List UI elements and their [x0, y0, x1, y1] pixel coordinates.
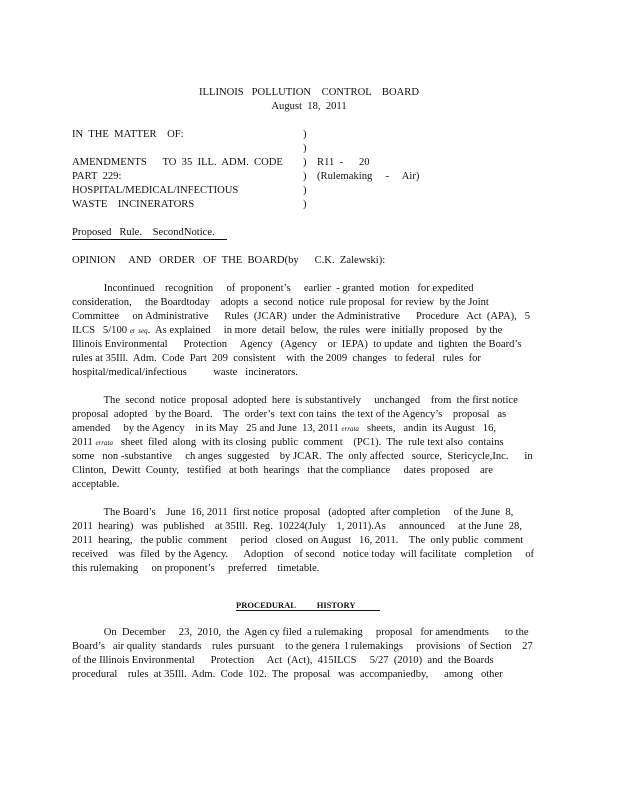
para2-line: some non -substantive ch anges suggested by JCAR. The only affected source, Stericycle,Inc. in [72, 451, 533, 462]
para1-line: rules at 35Ill. Adm. Code Part 209 consistent with the 2009 changes to federal rules for [72, 353, 481, 364]
para3-line: 2011 hearing) was published at 35Ill. Reg. 10224(July 1, 2011).As announced at the June 28, [72, 521, 522, 532]
caption-line-2: PART 229: [72, 171, 122, 182]
para2-line: The second notice proposal adopted here is substantively unchanged from the first notice [72, 395, 518, 406]
caption-paren: ) [303, 199, 307, 210]
document-date: August 18, 2011 [271, 101, 347, 112]
para2-line: Clinton, Dewitt County, testified at both hearings that the compliance dates proposed are [72, 465, 493, 476]
caption-paren: ) [303, 129, 307, 140]
para2-line: acceptable. [72, 479, 120, 490]
para2-line: proposal adopted by the Board. The order’s text con tains the text of the Agency’s proposal as [72, 409, 507, 420]
para4-line: Board’s air quality standards rules pursuant to the genera l rulemakings provisions of Section 27 [72, 641, 533, 652]
para1-line: ILCS 5/100 et seq. As explained in more detail below, the rules were initially proposed by the [72, 325, 503, 336]
caption-matter: IN THE MATTER OF: [72, 129, 184, 140]
et-seq: et seq [129, 327, 148, 335]
para4-line: procedural rules at 35Ill. Adm. Code 102. The proposal was accompaniedby, among other [72, 669, 503, 680]
para1-line: Illinois Environmental Protection Agency (Agency or IEPA) to update and tighten the Board’s [72, 339, 522, 350]
caption-paren: ) [303, 185, 307, 196]
proposed-rule-label: Proposed Rule. SecondNotice. [72, 227, 215, 238]
opinion-heading: OPINION AND ORDER OF THE BOARD(by C.K. Zalewski): [72, 255, 386, 266]
para1-line: Committee on Administrative Rules (JCAR) under the Administrative Procedure Act (APA), 5 [72, 311, 531, 322]
proposed-underline [72, 239, 227, 240]
rulemaking-type: (Rulemaking - Air) [317, 171, 420, 182]
para2-line: amended by the Agency in its May 25 and June 13, 2011 errata sheets, andin its August 16, [72, 423, 497, 434]
errata-1: errata [341, 425, 359, 433]
para1-line: consideration, the Boardtoday adopts a second notice rule proposal for review by the Joint [72, 297, 489, 308]
errata-2: errata [95, 439, 113, 447]
para1-line: Incontinued recognition of proponent’s earlier - granted motion for expedited [72, 283, 474, 294]
para2-line: 2011 errata sheet filed along with its closing public comment (PC1). The rule text also contains [72, 437, 504, 448]
section-underline [236, 610, 380, 611]
docket-number: R11 - 20 [317, 157, 370, 168]
para1-line: hospital/medical/infectious waste incinerators. [72, 367, 298, 378]
para4-line: of the Illinois Environmental Protection Act (Act), 415ILCS 5/27 (2010) and the Boards [72, 655, 494, 666]
para4-line: On December 23, 2010, the Agen cy filed a rulemaking proposal for amendments to the [72, 627, 529, 638]
para3-line: 2011 hearing, the public comment period closed on August 16, 2011. The only public comment [72, 535, 524, 546]
caption-paren: ) [303, 157, 307, 168]
para3-line: The Board’s June 16, 2011 first notice proposal (adopted after completion of the June 8, [72, 507, 514, 518]
caption-paren: ) [303, 171, 307, 182]
section-heading: PROCEDURAL HISTORY [236, 600, 356, 610]
caption-line-1: AMENDMENTS TO 35 ILL. ADM. CODE [72, 157, 283, 168]
para3-line: received was filed by the Agency. Adoption of second notice today will facilitate completion of [72, 549, 535, 560]
caption-line-3: HOSPITAL/MEDICAL/INFECTIOUS [72, 185, 239, 196]
caption-line-4: WASTE INCINERATORS [72, 199, 195, 210]
caption-paren: ) [303, 143, 307, 154]
board-title: ILLINOIS POLLUTION CONTROL BOARD [198, 87, 419, 98]
para3-line: this rulemaking on proponent’s preferred timetable. [72, 563, 320, 574]
